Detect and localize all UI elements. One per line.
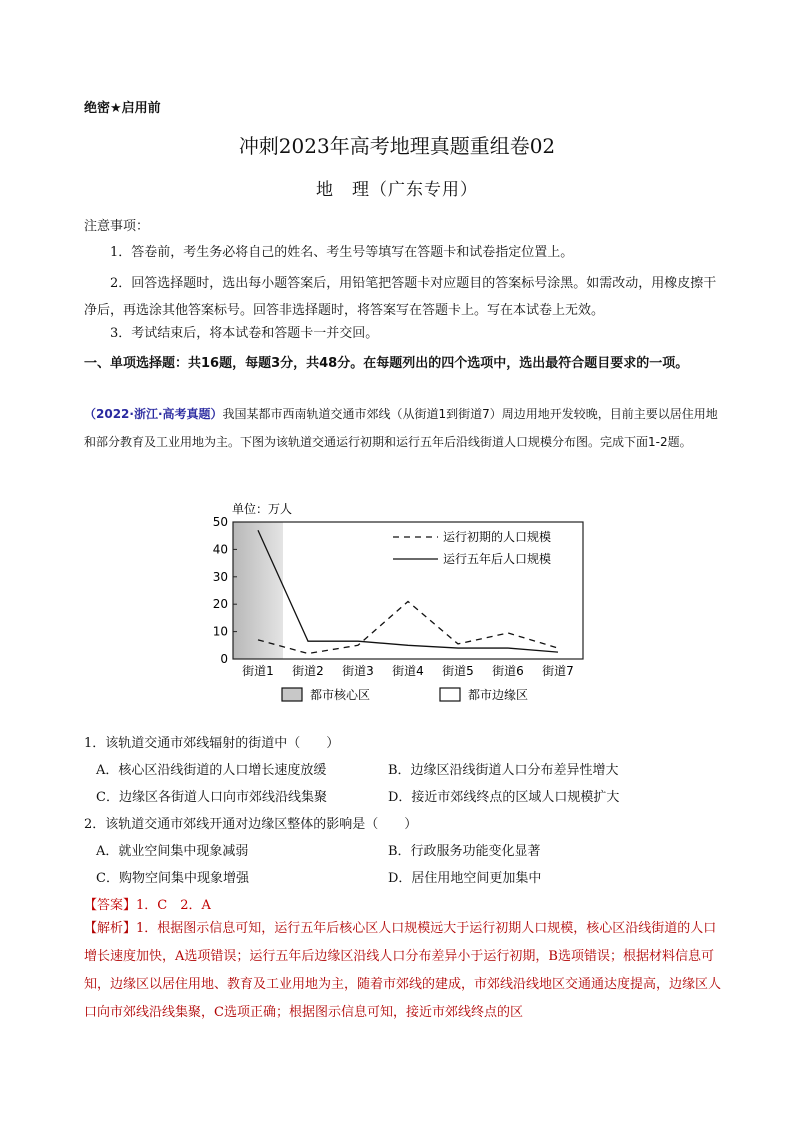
notice-item: 1．答卷前，考生务必将自己的姓名、考生号等填写在答题卡和试卷指定位置上。 — [110, 245, 574, 260]
core-region-band — [233, 522, 283, 659]
y-tick-label: 0 — [220, 652, 228, 666]
y-tick-label: 10 — [212, 624, 228, 639]
x-tick-label: 街道3 — [342, 664, 374, 678]
legend-label: 运行初期的人口规模 — [443, 530, 552, 544]
material-text — [84, 400, 724, 456]
notice-item: 3．考试结束后，将本试卷和答题卡一并交回。 — [110, 326, 379, 341]
option-b: B．行政服务功能变化显著 — [388, 844, 541, 859]
x-tick-label: 街道1 — [242, 664, 274, 678]
explanation: 【解析】1．根据图示信息可知，运行五年后核心区人口规模远大于运行初期人口规模，核心区沿线街道的人口增长速度加快，A选项错误；运行五年后边缘区沿线人口分布差异小于运行初期，B选项错误；根据材料信息可知，边缘区以居住用地、教育及工业用地为主，随着市郊线的建成，市郊线沿线地区交通通达度提高，边缘区人口向市郊线沿线集聚，C选项正确；根据图示信息可知，接近市郊线终点的区 — [84, 921, 722, 1020]
confidential-label: 绝密★启用前 — [84, 101, 161, 116]
question-stem: 2．该轨道交通市郊线开通对边缘区整体的影响是（ ） — [84, 817, 418, 832]
option-a: A．核心区沿线街道的人口增长速度放缓 — [96, 763, 327, 778]
notice-item: 2．回答选择题时，选出每小题答案后，用铅笔把答题卡对应题目的答案标号涂黑。如需改动，用橡皮擦干净后，再选涂其他答案标号。回答非选择题时，将答案写在答题卡上。写在本试卷上无效。 — [84, 276, 717, 318]
region-legend-label: 都市边缘区 — [468, 688, 529, 702]
x-tick-label: 街道5 — [442, 664, 474, 678]
y-tick-label: 40 — [212, 542, 228, 557]
x-tick-label: 街道2 — [292, 664, 324, 678]
option-c: C．边缘区各街道人口向市郊线沿线集聚 — [96, 790, 327, 805]
exam-title: 冲刺2023年高考地理真题重组卷02 — [238, 134, 556, 158]
source-tag: （2022·浙江·高考真题） — [84, 407, 223, 421]
x-tick-label: 街道6 — [492, 664, 524, 678]
legend-label: 运行五年后人口规模 — [443, 552, 552, 566]
region-legend-swatch — [440, 688, 460, 701]
region-legend-swatch — [282, 688, 302, 701]
section-heading: 一、单项选择题：共16题，每题3分，共48分。在每题列出的四个选项中，选出最符合题目要求的一项。 — [84, 356, 689, 371]
exam-subtitle: 地 理（广东专用） — [316, 180, 478, 200]
option-a: A．就业空间集中现象减弱 — [96, 844, 249, 859]
option-d: D．接近市郊线终点的区域人口规模扩大 — [388, 790, 620, 805]
region-legend-label: 都市核心区 — [310, 688, 371, 702]
answer-line: 【答案】1．C 2．A — [84, 898, 211, 913]
y-tick-label: 30 — [212, 569, 228, 584]
option-d: D．居住用地空间更加集中 — [388, 871, 542, 886]
y-tick-label: 50 — [212, 515, 228, 529]
option-b: B．边缘区沿线街道人口分布差异性增大 — [388, 763, 619, 778]
x-tick-label: 街道4 — [392, 664, 424, 678]
chart-unit-label: 单位：万人 — [232, 502, 293, 516]
y-tick-label: 20 — [212, 597, 228, 612]
option-c: C．购物空间集中现象增强 — [96, 871, 249, 886]
material-body: 我国某都市西南轨道交通市郊线（从街道1到街道7）周边用地开发较晚，目前主要以居住用地和部分教育及工业用地为主。下图为该轨道交通运行初期和运行五年后沿线街道人口规模分布图。完成下面1-2题。 — [84, 407, 718, 449]
x-tick-label: 街道7 — [542, 664, 574, 678]
population-chart — [200, 495, 600, 715]
notice-heading: 注意事项： — [84, 219, 150, 234]
question-stem: 1．该轨道交通市郊线辐射的街道中（ ） — [84, 736, 340, 751]
